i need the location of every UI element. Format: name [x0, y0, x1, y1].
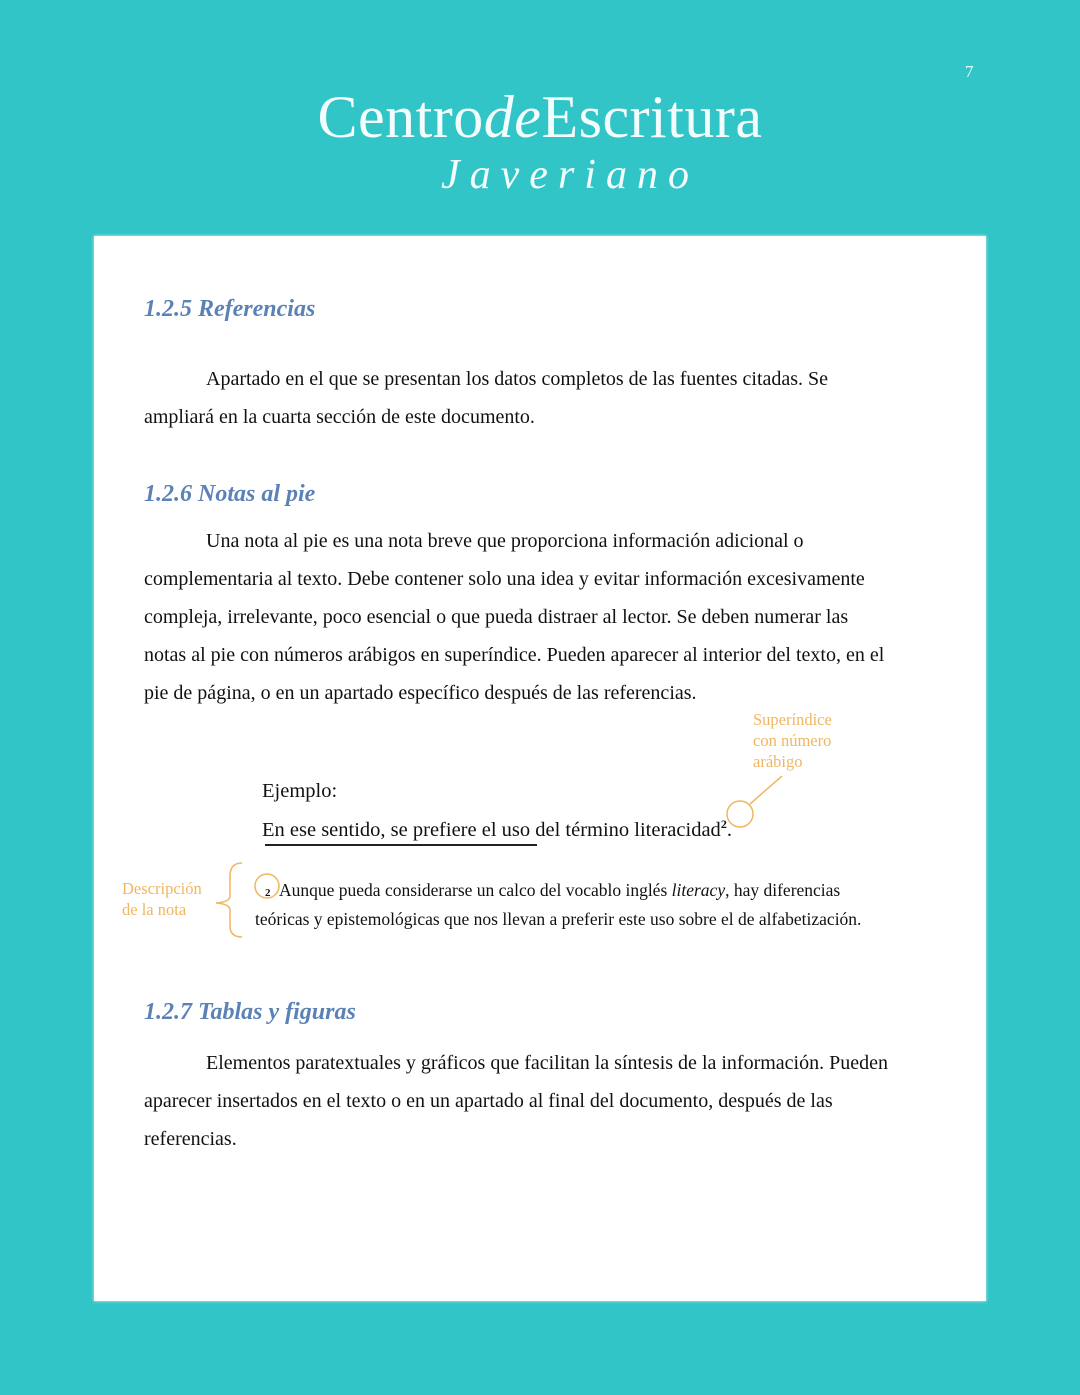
example-label: Ejemplo:: [262, 780, 338, 802]
paragraph: Apartado en el que se presentan los datos completos de las fuentes citadas. Se ampliará en la cuarta sección de este documento.: [144, 368, 829, 428]
annotation-graphics: [94, 236, 986, 1301]
example-block: Ejemplo: En ese sentido, se prefiere el uso del término literacidad$^2$.: [262, 775, 732, 847]
footnote-number-circle-icon: [255, 874, 279, 898]
logo-text: Escritura: [541, 84, 763, 150]
annotation-description: Descripción de la nota: [122, 879, 202, 919]
document-page: [94, 236, 986, 1301]
annotation-superscript: Superíndice con número arábigo: [753, 710, 832, 771]
superscript-circle-icon: [727, 801, 753, 827]
paragraph: Elementos paratextuales y gráficos que facilitan la síntesis de la información. Pueden aparecer insertados en el texto o en un apartado al final del documento, después de las referencias.: [144, 1052, 888, 1150]
logo-text: Centro: [317, 84, 484, 150]
footnote: 2 Aunque pueda considerarse un calco del vocablo inglés literacy, hay diferencias teóricas y epistemológicas que nos llevan a preferir este uso sobre el de alfabetización.: [255, 880, 862, 929]
section-heading: 1.2.7 Tablas y figuras: [144, 999, 356, 1025]
section-heading: 1.2.6 Notas al pie: [144, 481, 316, 507]
page-number: 7: [965, 62, 974, 81]
logo-text: de: [483, 84, 542, 150]
brace-icon: [216, 863, 242, 937]
paragraph: Una nota al pie es una nota breve que proporciona información adicional o complementaria al texto. Debe contener solo una idea y evitar información excesivamente compleja, irrelevante, poco esencial o que pueda distraer al lector. Se deben numerar las notas al pie con números arábigos en superíndice. Pueden aparecer al interior del texto, en el pie de página, o en un apartado específico después de las referencias.: [144, 530, 885, 704]
logo-subtitle: Javeriano: [441, 152, 699, 198]
logo: [0, 82, 1080, 198]
section-heading: 1.2.5 Referencias: [144, 296, 316, 322]
